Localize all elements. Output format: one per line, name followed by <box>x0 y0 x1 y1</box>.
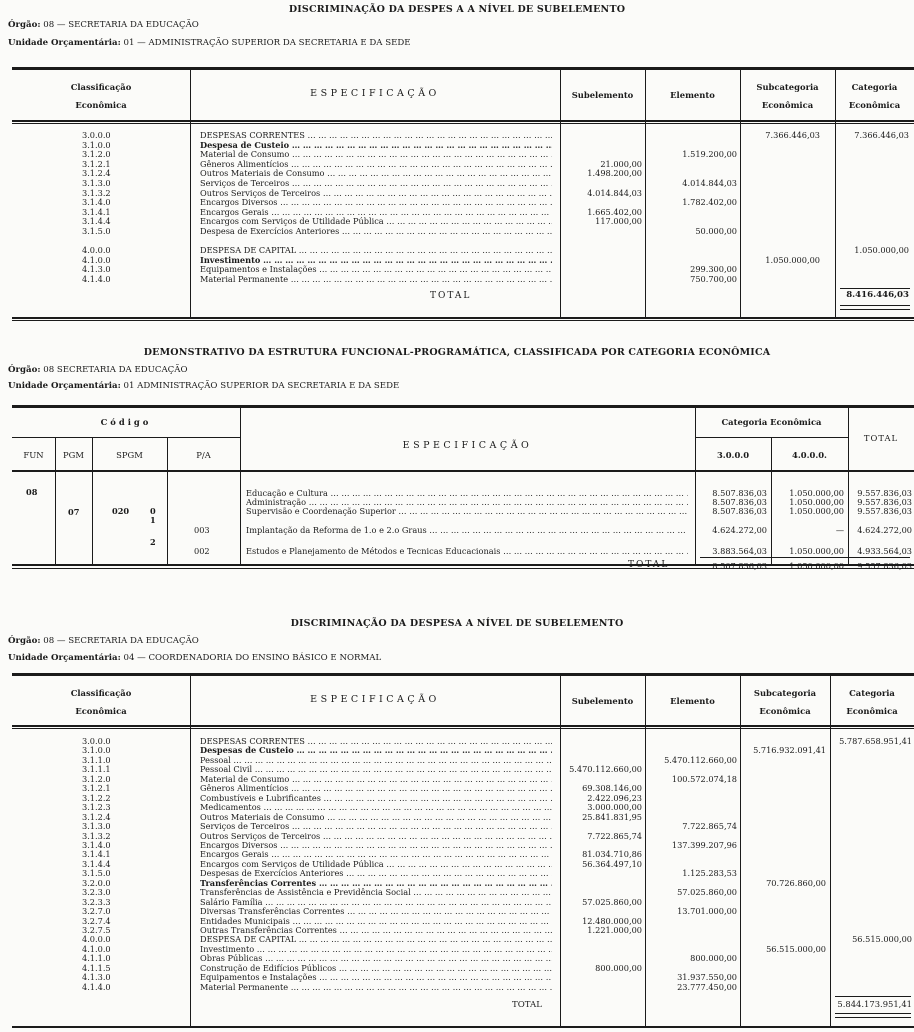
row-description-text: Pessoal … … … … … … … … … … … … … … … … … … … … … … … … … … … … … … … … … … … … … … … <box>200 756 552 766</box>
section2-total-label: TOTAL <box>628 560 670 570</box>
row-elemento: 1.125.283,53 <box>682 868 737 879</box>
row-pgm: 07 <box>68 507 80 517</box>
row-description-text: Encargos Gerais … … … … … … … … … … … … … … … … … … … … … … … … … … … … … … … … … … … … … … … <box>200 850 552 860</box>
row-description-text: Pessoal Civil … … … … … … … … … … … … … … … … … … … … … … … … … … … … … … … … … … … … … … … <box>200 765 552 775</box>
section2-total-c4: 1.050.000,00 <box>789 561 844 571</box>
row-total: 4.933.564,03 <box>857 546 912 556</box>
row-description <box>200 737 552 747</box>
row-description <box>200 765 552 775</box>
row-subelemento: 7.722.865,74 <box>587 830 642 841</box>
row-description <box>200 973 552 983</box>
row-c3: 8.507.836,03 <box>712 506 767 516</box>
row-elemento: 1.519.200,00 <box>682 149 737 160</box>
header-classificacao-3: Classificação Econômica <box>70 688 132 716</box>
row-description <box>200 945 552 955</box>
row-description <box>200 160 552 170</box>
row-description-text: Gêneros Alimentícios … … … … … … … … … … … … … … … … … … … … … … … … … … … … … … … … … … … … … … … <box>200 784 552 794</box>
section1-total-value: 8.416.446,03 <box>846 290 909 300</box>
row-description-text: Despesas de Exercícios Anteriores … … … … … … … … … … … … … … … … … … … … … … … … … … … … … … … … … … … … … … … <box>200 869 552 879</box>
row-description <box>200 198 552 208</box>
row-code: 3.2.3.3 <box>82 896 111 907</box>
row-description-text: Material de Consumo … … … … … … … … … … … … … … … … … … … … … … … … … … … … … … … … … … … … … … … <box>200 150 552 160</box>
row-subelemento: 5.470.112.660,00 <box>569 764 642 775</box>
row-description <box>200 150 552 160</box>
row-code: 3.1.4.0 <box>82 839 111 850</box>
row-c3: 8.507.836,03 <box>712 497 767 507</box>
row-description <box>200 813 552 823</box>
row-code: 3.1.4.1 <box>82 206 111 217</box>
row-code: 3.1.3.2 <box>82 830 111 841</box>
row-description-text: Administração … … … … … … … … … … … … … … … … … … … … … … … … … … … … … … … … … … … … … … … <box>246 498 688 508</box>
header-c4: 4.0.0.0. <box>792 450 827 460</box>
row-description <box>200 246 552 256</box>
row-description-text: Encargos Gerais … … … … … … … … … … … … … … … … … … … … … … … … … … … … … … … … … … … … … … … <box>200 208 552 218</box>
row-description <box>200 850 552 860</box>
row-description-text: Despesa de Exercícios Anteriores … … … … … … … … … … … … … … … … … … … … … … … … … … … … … … … … … … … … … … … <box>200 227 552 237</box>
row-code: 3.1.2.4 <box>82 168 111 179</box>
row-description <box>200 964 552 974</box>
row-subelemento: 3.000.000,00 <box>587 802 642 813</box>
row-code: 3.2.7.0 <box>82 906 111 917</box>
row-code: 3.1.3.0 <box>82 821 111 832</box>
section2-total-tot: 9.557.836,03 <box>857 561 912 571</box>
row-description-text: Estudos e Planejamento de Métodos e Tecnicas Educacionais … … … … … … … … … … … … … … … … … … … … … … … … … … … … … … … … … … … … … … … <box>246 547 688 557</box>
row-description-text: DESPESAS CORRENTES … … … … … … … … … … … … … … … … … … … … … … … … … … … … … … … … … … … … … … … <box>200 737 552 747</box>
row-code: 3.1.0.0 <box>82 745 111 756</box>
header-elemento-3: Elemento <box>670 696 715 706</box>
row-description-text: Transferências de Assistência e Previdência Social … … … … … … … … … … … … … … … … … … … … … … … … … … … … … … … … … … … … … … … <box>200 888 552 898</box>
row-description <box>200 179 552 189</box>
row-subelemento: 2.422.096,23 <box>587 792 642 803</box>
header-categoria: Categoria Econômica <box>848 82 901 110</box>
row-elemento: 13.701.000,00 <box>677 906 737 917</box>
row-fun: 08 <box>26 487 38 497</box>
row-description-text: Despesas de Custeio … … … … … … … … … … … … … … … … … … … … … … … … … … … … … … … … … … … … … … … <box>200 746 552 756</box>
row-description-text: DESPESA DE CAPITAL … … … … … … … … … … … … … … … … … … … … … … … … … … … … … … … … … … … … … … … <box>200 935 552 945</box>
row-description-text: Outros Materiais de Consumo … … … … … … … … … … … … … … … … … … … … … … … … … … … … … … … … … … … … … … … <box>200 813 552 823</box>
row-subelemento: 81.034.710,86 <box>582 849 642 860</box>
row-description-text: Encargos com Serviços de Utilidade Pública … … … … … … … … … … … … … … … … … … … … … … … … … … … … … … … … … … … … … … … <box>200 860 552 870</box>
row-description <box>200 784 552 794</box>
row-code: 3.1.5.0 <box>82 868 111 879</box>
row-description-text: Educação e Cultura … … … … … … … … … … … … … … … … … … … … … … … … … … … … … … … … … … … … … … … <box>246 489 688 499</box>
row-elemento: 750.700,00 <box>690 274 737 284</box>
row-code: 4.1.0.0 <box>82 254 111 265</box>
section3-orgao: Órgão: 08 — SECRETARIA DA EDUCAÇÃO <box>8 636 199 646</box>
row-description-text: Material Permanente … … … … … … … … … … … … … … … … … … … … … … … … … … … … … … … … … … … … … … … <box>200 983 552 993</box>
row-description-text: Equipamentos e Instalações … … … … … … … … … … … … … … … … … … … … … … … … … … … … … … … … … … … … … … … <box>200 973 552 983</box>
row-code: 3.1.4.4 <box>82 216 111 227</box>
section2-unidade: Unidade Orçamentária: 01 ADMINISTRAÇÃO SUPERIOR DA SECRETARIA E DA SEDE <box>8 381 400 391</box>
row-description <box>200 869 552 879</box>
row-categoria: 5.787.658.951,41 <box>839 736 912 746</box>
row-elemento: 31.937.550,00 <box>677 972 737 983</box>
row-code: 3.1.1.1 <box>82 764 111 775</box>
row-description <box>200 935 552 945</box>
section2-title: DEMONSTRATIVO DA ESTRUTURA FUNCIONAL-PROGRAMÁTICA, CLASSIFICADA POR CATEGORIA ECONÔMICA <box>143 347 771 358</box>
header-especificacao: ESPECIFICAÇÃO <box>310 88 440 99</box>
row-subelemento: 800.000,00 <box>595 962 642 973</box>
header-subelemento: Subelemento <box>571 90 634 100</box>
row-total: 9.557.836,03 <box>857 488 912 498</box>
row-description-text: Outros Serviços de Terceiros … … … … … … … … … … … … … … … … … … … … … … … … … … … … … … … … … … … … … … … <box>200 189 552 199</box>
header-total: TOTAL <box>863 433 899 443</box>
row-description <box>200 860 552 870</box>
row-description <box>246 507 688 517</box>
row-code: 3.1.2.2 <box>82 792 111 803</box>
row-code: 3.1.5.0 <box>82 226 111 236</box>
header-subcategoria-3: Subcategoria Econômica <box>753 688 817 716</box>
row-description-text: Encargos Diversos … … … … … … … … … … … … … … … … … … … … … … … … … … … … … … … … … … … … … … … <box>200 841 552 851</box>
row-subelemento: 69.308.146,00 <box>582 783 642 794</box>
row-code: 3.2.0.0 <box>82 877 111 888</box>
row-elemento: 800.000,00 <box>690 953 737 964</box>
row-description-text: Serviços de Terceiros … … … … … … … … … … … … … … … … … … … … … … … … … … … … … … … … … … … … … … … <box>200 179 552 189</box>
row-c4: 1.050.000,00 <box>789 497 844 507</box>
row-description-text: Gêneros Alimentícios … … … … … … … … … … … … … … … … … … … … … … … … … … … … … … … … … … … … … … … <box>200 160 552 170</box>
row-subelemento: 1.498.200,00 <box>587 168 642 179</box>
header-pgm: PGM <box>63 450 84 460</box>
row-description-text: DESPESAS CORRENTES … … … … … … … … … … … … … … … … … … … … … … … … … … … … … … … … … … … … … … … <box>200 131 552 141</box>
header-subcategoria: Subcategoria Econômica <box>756 82 819 110</box>
row-spgm-sub: 1 <box>150 515 156 525</box>
header-especificacao-2: ESPECIFICAÇÃO <box>402 440 533 451</box>
row-code: 4.1.3.0 <box>82 972 111 983</box>
row-description <box>200 983 552 993</box>
row-elemento: 4.014.844,03 <box>682 178 737 188</box>
row-code: 4.1.0.0 <box>82 943 111 954</box>
row-pa: 002 <box>194 546 210 556</box>
row-elemento: 299.300,00 <box>690 264 737 275</box>
row-code: 3.1.2.3 <box>82 802 111 813</box>
row-categoria: 56.515.000,00 <box>852 934 912 945</box>
row-categoria: 1.050.000,00 <box>854 245 909 256</box>
row-code: 3.1.2.4 <box>82 811 111 822</box>
row-description <box>200 954 552 964</box>
header-spgm: SPGM <box>116 450 143 460</box>
row-code: 3.1.0.0 <box>82 139 111 150</box>
row-description-text: Despesa de Custeio … … … … … … … … … … … … … … … … … … … … … … … … … … … … … … … … … … … … … … … <box>200 141 552 151</box>
row-description-text: Encargos com Serviços de Utilidade Pública … … … … … … … … … … … … … … … … … … … … … … … … … … … … … … … … … … … … … … … <box>200 217 552 227</box>
row-description-text: Combustíveis e Lubrificantes … … … … … … … … … … … … … … … … … … … … … … … … … … … … … … … … … … … … … … … <box>200 794 552 804</box>
row-subcategoria: 7.366.446,03 <box>765 130 820 140</box>
row-code: 3.1.3.2 <box>82 187 111 198</box>
row-subcategoria: 70.726.860,00 <box>766 877 826 888</box>
row-description <box>200 841 552 851</box>
row-subelemento: 21.000,00 <box>600 158 642 169</box>
row-description-text: Investimento … … … … … … … … … … … … … … … … … … … … … … … … … … … … … … … … … … … … … … … <box>200 945 552 955</box>
header-codigo: Código <box>100 417 152 427</box>
row-description-text: Material de Consumo … … … … … … … … … … … … … … … … … … … … … … … … … … … … … … … … … … … … … … … <box>200 775 552 785</box>
row-code: 4.1.4.0 <box>82 981 111 992</box>
row-description <box>200 217 552 227</box>
section1-title: DISCRIMINAÇÃO DA DESPES A A NÍVEL DE SUBELEMENTO <box>288 4 626 15</box>
row-c4: 1.050.000,00 <box>789 506 844 516</box>
row-spgm: 020 <box>112 506 130 516</box>
row-pa: 003 <box>194 525 210 535</box>
row-description <box>200 898 552 908</box>
row-total: 9.557.836,03 <box>857 506 912 516</box>
row-code: 3.1.3.0 <box>82 178 111 188</box>
row-elemento: 23.777.450,00 <box>677 981 737 992</box>
row-description <box>200 746 552 756</box>
row-description <box>200 265 552 275</box>
row-elemento: 7.722.865,74 <box>682 821 737 832</box>
row-description <box>200 822 552 832</box>
row-description-text: Transferências Correntes … … … … … … … … … … … … … … … … … … … … … … … … … … … … … … … … … … … … … … … <box>200 879 552 889</box>
row-description <box>200 888 552 898</box>
row-description <box>200 832 552 842</box>
row-spgm-sub: 2 <box>150 537 156 547</box>
row-c3: 4.624.272,00 <box>712 525 767 535</box>
row-subcategoria: 56.515.000,00 <box>766 943 826 954</box>
row-description <box>200 926 552 936</box>
row-elemento: 100.572.074,18 <box>671 773 737 784</box>
header-elemento: Elemento <box>670 90 715 100</box>
row-code: 3.2.3.0 <box>82 887 111 898</box>
row-code: 4.1.1.5 <box>82 962 111 973</box>
row-subelemento: 56.364.497,10 <box>582 858 642 869</box>
header-pa: P/A <box>196 450 211 460</box>
row-description-text: Outros Materiais de Consumo … … … … … … … … … … … … … … … … … … … … … … … … … … … … … … … … … … … … … … … <box>200 169 552 179</box>
row-elemento: 50.000,00 <box>695 226 737 236</box>
row-description <box>200 141 552 151</box>
section3-total-value: 5.844.173.951,41 <box>837 999 912 1009</box>
row-description <box>246 526 688 536</box>
row-elemento: 1.782.402,00 <box>682 197 737 208</box>
row-code: 4.0.0.0 <box>82 245 111 256</box>
row-description <box>200 775 552 785</box>
row-description <box>200 879 552 889</box>
header-c3: 3.0.0.0 <box>716 450 750 460</box>
row-description <box>200 907 552 917</box>
row-subelemento: 4.014.844,03 <box>587 187 642 198</box>
row-code: 3.1.1.0 <box>82 754 111 765</box>
row-elemento: 137.399.207,96 <box>671 839 737 850</box>
row-elemento: 57.025.860,00 <box>677 887 737 898</box>
row-code: 4.1.4.0 <box>82 274 111 284</box>
row-description-text: Entidades Municipais … … … … … … … … … … … … … … … … … … … … … … … … … … … … … … … … … … … … … … … <box>200 917 552 927</box>
row-subcategoria: 5.716.932.091,41 <box>753 745 826 756</box>
row-code: 4.1.1.0 <box>82 953 111 964</box>
section1-total-label: TOTAL <box>430 291 472 301</box>
row-code: 3.2.7.4 <box>82 915 111 926</box>
row-code: 4.0.0.0 <box>82 934 111 945</box>
row-description <box>200 256 552 266</box>
section3-total-label: TOTAL <box>512 1000 542 1010</box>
row-description <box>200 189 552 199</box>
section2-total-c3: 8.507.836,03 <box>712 561 767 571</box>
row-description <box>200 803 552 813</box>
row-description-text: Encargos Diversos … … … … … … … … … … … … … … … … … … … … … … … … … … … … … … … … … … … … … … … <box>200 198 552 208</box>
row-categoria: 7.366.446,03 <box>854 130 909 140</box>
row-description <box>200 275 552 285</box>
section1-unidade: Unidade Orçamentária: 01 — ADMINISTRAÇÃO SUPERIOR DA SECRETARIA E DA SEDE <box>8 38 411 48</box>
row-code: 3.1.2.0 <box>82 773 111 784</box>
row-description <box>200 169 552 179</box>
row-subelemento: 25.841.831,95 <box>582 811 642 822</box>
row-description-text: Supervisão e Coordenação Superior … … … … … … … … … … … … … … … … … … … … … … … … … … … … … … … … … … … … … … … <box>246 507 688 517</box>
section3-unidade: Unidade Orçamentária: 04 — COORDENADORIA DO ENSINO BÁSICO E NORMAL <box>8 653 382 663</box>
row-c4: 1.050.000,00 <box>789 546 844 556</box>
row-c3: 8.507.836,03 <box>712 488 767 498</box>
section2-orgao: Órgão: 08 SECRETARIA DA EDUCAÇÃO <box>8 365 188 375</box>
row-code: 4.1.3.0 <box>82 264 111 275</box>
row-subcategoria: 1.050.000,00 <box>765 254 820 265</box>
row-description-text: Serviços de Terceiros … … … … … … … … … … … … … … … … … … … … … … … … … … … … … … … … … … … … … … … <box>200 822 552 832</box>
row-code: 3.1.2.1 <box>82 783 111 794</box>
row-description-text: Construção de Edifícios Públicos … … … … … … … … … … … … … … … … … … … … … … … … … … … … … … … … … … … … … … … <box>200 964 552 974</box>
row-subelemento: 57.025.860,00 <box>582 896 642 907</box>
row-code: 3.0.0.0 <box>82 130 111 140</box>
row-subelemento: 1.221.000,00 <box>587 925 642 935</box>
row-description <box>200 227 552 237</box>
row-description-text: Obras Públicas … … … … … … … … … … … … … … … … … … … … … … … … … … … … … … … … … … … … … … … <box>200 954 552 964</box>
row-code: 3.1.2.0 <box>82 149 111 160</box>
header-categoria-3: Categoria Econômica <box>846 688 898 716</box>
row-description <box>246 547 688 557</box>
header-subelemento-3: Subelemento <box>571 696 634 706</box>
row-description-text: Outros Serviços de Terceiros … … … … … … … … … … … … … … … … … … … … … … … … … … … … … … … … … … … … … … … <box>200 832 552 842</box>
row-c4: — <box>835 525 844 535</box>
row-subelemento: 12.480.000,00 <box>582 915 642 926</box>
header-categoria-economica: Categoria Econômica <box>721 417 822 427</box>
row-code: 3.1.4.0 <box>82 197 111 208</box>
row-code: 3.1.2.1 <box>82 158 111 169</box>
section1-orgao: Órgão: 08 — SECRETARIA DA EDUCAÇÃO <box>8 20 199 30</box>
row-description-text: DESPESA DE CAPITAL … … … … … … … … … … … … … … … … … … … … … … … … … … … … … … … … … … … … … … … <box>200 246 552 256</box>
row-total: 9.557.836,03 <box>857 497 912 507</box>
row-subelemento: 117.000,00 <box>595 216 642 227</box>
row-description-text: Material Permanente … … … … … … … … … … … … … … … … … … … … … … … … … … … … … … … … … … … … … … … <box>200 275 552 285</box>
row-description <box>200 131 552 141</box>
row-spgm-sub: 0 <box>150 506 156 516</box>
row-code: 3.1.4.4 <box>82 858 111 869</box>
row-code: 3.0.0.0 <box>82 736 111 746</box>
row-description <box>200 756 552 766</box>
row-total: 4.624.272,00 <box>857 525 912 535</box>
section3-title: DISCRIMINAÇÃO DA DESPESA A NÍVEL DE SUBELEMENTO <box>290 618 624 629</box>
row-description <box>200 208 552 218</box>
row-code: 3.1.4.1 <box>82 849 111 860</box>
header-especificacao-3: ESPECIFICAÇÃO <box>310 694 440 705</box>
row-description-text: Medicamentos … … … … … … … … … … … … … … … … … … … … … … … … … … … … … … … … … … … … … … … <box>200 803 552 813</box>
row-description-text: Salário Família … … … … … … … … … … … … … … … … … … … … … … … … … … … … … … … … … … … … … … … <box>200 898 552 908</box>
row-description-text: Diversas Transferências Correntes … … … … … … … … … … … … … … … … … … … … … … … … … … … … … … … … … … … … … … … <box>200 907 552 917</box>
row-subelemento: 1.665.402,00 <box>587 206 642 217</box>
row-code: 3.2.7.5 <box>82 925 111 935</box>
row-description-text: Implantação da Reforma de 1.o e 2.o Graus … … … … … … … … … … … … … … … … … … … … … … … … … … … … … … … … … … … … … … … <box>246 526 688 536</box>
row-description-text: Equipamentos e Instalações … … … … … … … … … … … … … … … … … … … … … … … … … … … … … … … … … … … … … … … <box>200 265 552 275</box>
header-fun: FUN <box>23 450 44 460</box>
row-description-text: Outras Transferências Correntes … … … … … … … … … … … … … … … … … … … … … … … … … … … … … … … … … … … … … … … <box>200 926 552 936</box>
row-description-text: Investimento … … … … … … … … … … … … … … … … … … … … … … … … … … … … … … … … … … … … … … … <box>200 256 552 266</box>
row-c4: 1.050.000,00 <box>789 488 844 498</box>
header-classificacao: Classificação Econômica <box>70 82 132 110</box>
row-description <box>200 794 552 804</box>
row-elemento: 5.470.112.660,00 <box>664 754 737 765</box>
row-description <box>200 917 552 927</box>
row-c3: 3.883.564,03 <box>712 546 767 556</box>
